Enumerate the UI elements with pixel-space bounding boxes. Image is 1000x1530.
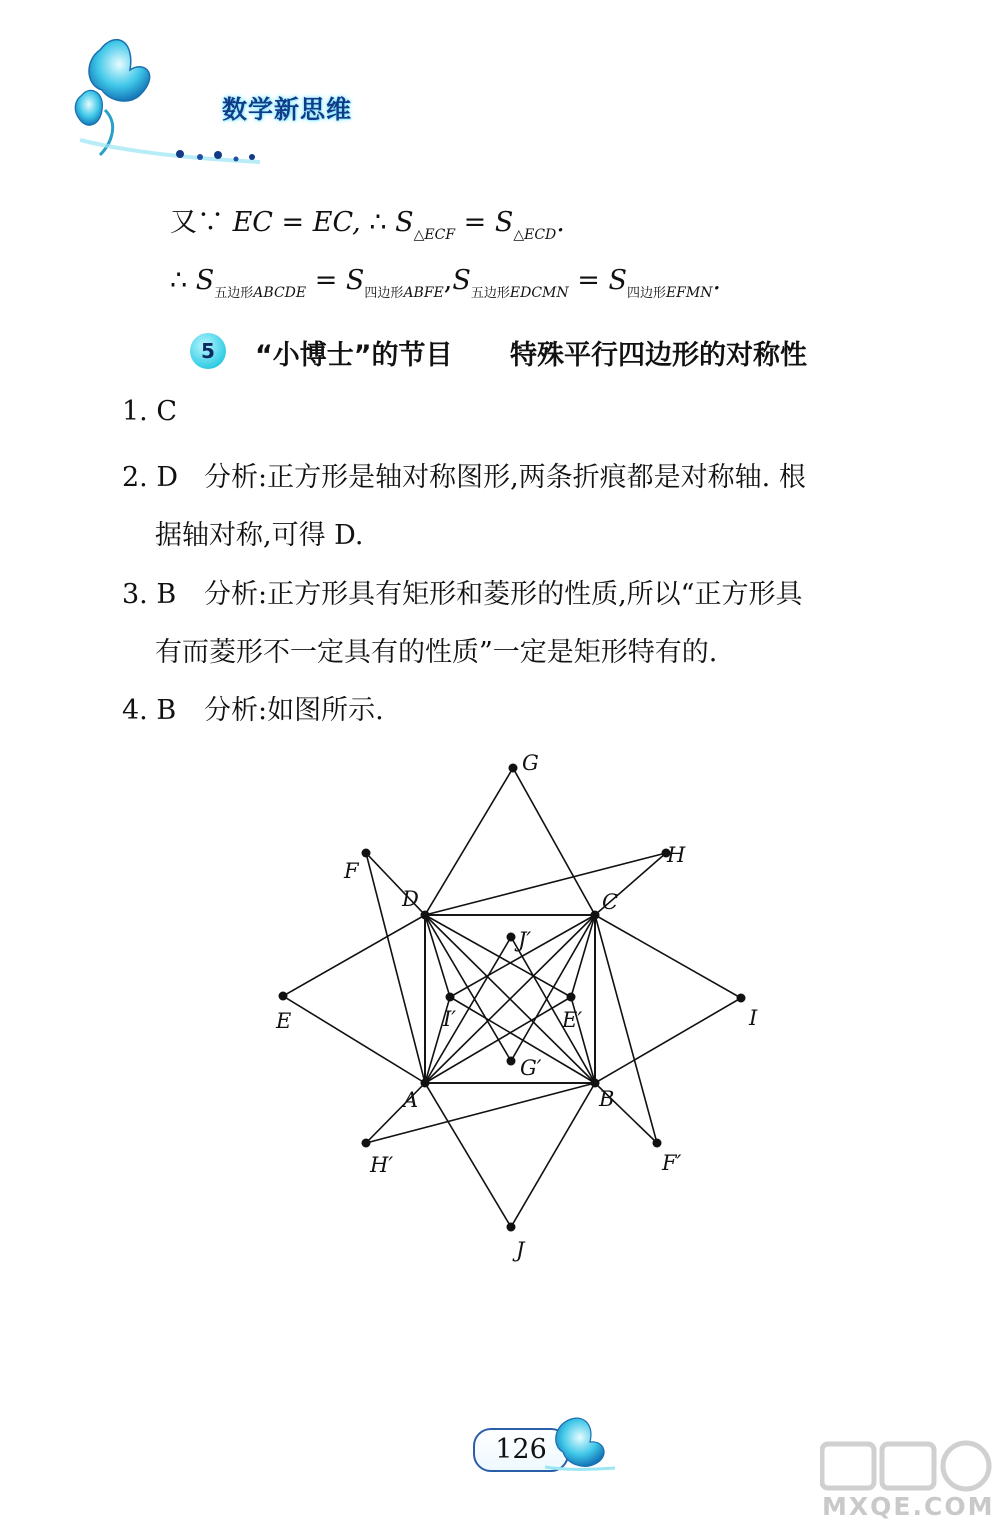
- formula-term: EC = EC,: [232, 207, 361, 238]
- point-f: [362, 849, 371, 858]
- label-d: D: [402, 887, 419, 911]
- answer-number: 4. B: [122, 695, 177, 726]
- answer-text: 分析:正方形具有矩形和菱形的性质,所以“正方形具: [204, 579, 803, 610]
- area-subscript-letters: EDCMN: [509, 285, 569, 301]
- section-number-badge: 5: [190, 333, 226, 369]
- formula-prefix: 又∵: [170, 207, 224, 238]
- point-g: [509, 764, 518, 773]
- area-subscript-cn: 四边形: [626, 286, 666, 301]
- label-f-prime: F′: [662, 1151, 682, 1175]
- area-subscript-letters: EFMN: [665, 285, 713, 301]
- label-c: C: [602, 890, 619, 914]
- area-subscript: △ECF: [413, 227, 456, 243]
- therefore-symbol: ∴: [369, 207, 387, 238]
- blue-flower-icon: [535, 1412, 625, 1472]
- area-subscript-cn: 四边形: [364, 286, 404, 301]
- answer-number: 1. C: [122, 396, 178, 427]
- area-subscript: △ECD: [513, 227, 557, 243]
- therefore-symbol: ∴: [170, 265, 188, 296]
- area-subscript-letters: ABFE: [403, 285, 444, 301]
- point-a: [421, 1079, 430, 1088]
- section-subtitle: 特殊平行四边形的对称性: [510, 340, 807, 371]
- answer-number: 3. B: [122, 579, 177, 610]
- answer-number: 2. D: [122, 462, 178, 493]
- triangle-cbi: [595, 915, 741, 1083]
- area-symbol: S: [345, 265, 365, 296]
- answer-text: 分析:正方形是轴对称图形,两条折痕都是对称轴. 根: [204, 462, 806, 493]
- area-symbol: S: [608, 265, 627, 296]
- watermark-logo: [820, 1440, 995, 1492]
- area-subscript-letters: ABCDE: [253, 285, 307, 301]
- area-symbol: S: [494, 207, 514, 238]
- period: .: [556, 207, 565, 238]
- answer-3-line-2: 有而菱形不一定具有的性质”一定是矩形特有的.: [155, 637, 718, 668]
- point-e: [279, 992, 288, 1001]
- point-g-prime: [507, 1057, 516, 1066]
- comma: ,: [443, 265, 453, 296]
- point-j: [507, 1223, 516, 1232]
- label-e-prime: E′: [562, 1008, 583, 1032]
- point-c: [591, 911, 600, 920]
- page-number: 126: [473, 1428, 569, 1472]
- point-f-prime: [653, 1139, 662, 1148]
- area-subscript-cn: 五边形: [470, 286, 510, 301]
- label-i: I: [749, 1006, 758, 1030]
- point-i: [737, 994, 746, 1003]
- equals-sign: =: [455, 207, 495, 238]
- header-title: 数学新思维: [222, 95, 353, 124]
- triangle-ch: [425, 853, 666, 915]
- area-subscript-cn: 五边形: [214, 286, 254, 301]
- area-symbol: S: [395, 207, 414, 238]
- label-g: G: [522, 751, 539, 775]
- triangle-ah2: [366, 1083, 595, 1143]
- label-b: B: [599, 1087, 615, 1111]
- equals-sign: =: [568, 265, 609, 296]
- label-j: J: [516, 1238, 525, 1262]
- point-e-prime: [567, 993, 576, 1002]
- label-a: A: [403, 1088, 419, 1112]
- label-g-prime: G′: [520, 1056, 542, 1080]
- label-h-prime: H′: [370, 1153, 394, 1177]
- area-symbol: S: [452, 265, 471, 296]
- point-i-prime: [446, 993, 455, 1002]
- answer-text: 分析:如图所示.: [204, 695, 384, 726]
- point-j-prime: [507, 933, 516, 942]
- label-f: F: [344, 859, 359, 883]
- label-e: E: [276, 1009, 292, 1033]
- equals-sign: =: [306, 265, 346, 296]
- point-d: [421, 911, 430, 920]
- point-h-prime: [362, 1139, 371, 1148]
- label-j-prime: J′: [518, 928, 532, 952]
- watermark-text: MXQE.COM: [822, 1492, 995, 1521]
- area-symbol: S: [195, 265, 215, 296]
- label-h: H: [667, 843, 686, 867]
- period: .: [712, 265, 722, 296]
- label-i-prime: I′: [443, 1007, 457, 1031]
- section-title: “小博士”的节目: [255, 340, 453, 371]
- answer-2-line-2: 据轴对称,可得 D.: [155, 520, 364, 551]
